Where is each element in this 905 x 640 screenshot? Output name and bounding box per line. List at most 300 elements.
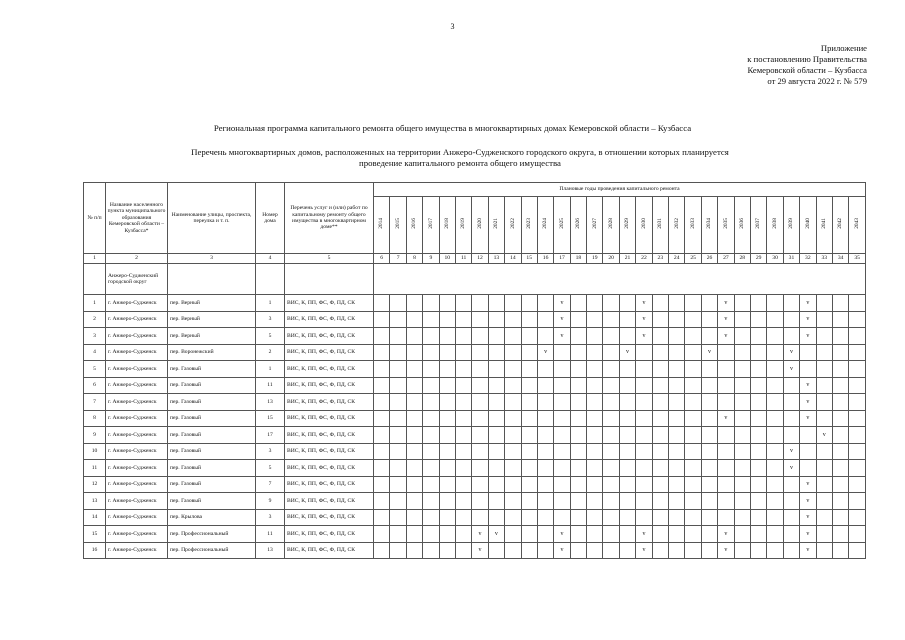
row-services: ВИС, К, ПП, ФС, Ф, ПД, СК xyxy=(285,295,374,312)
year-cell xyxy=(783,509,799,526)
year-cell: v xyxy=(800,377,816,394)
year-label: 2036 xyxy=(739,218,746,230)
year-cell xyxy=(505,344,521,361)
column-number: 29 xyxy=(750,254,766,264)
year-cell xyxy=(521,509,537,526)
year-header xyxy=(423,197,439,254)
year-cell xyxy=(537,460,553,477)
year-cell: v xyxy=(554,526,570,543)
year-cell: v xyxy=(554,311,570,328)
year-cell xyxy=(718,443,734,460)
year-cell xyxy=(587,311,603,328)
year-cell xyxy=(849,526,866,543)
year-cell xyxy=(587,328,603,345)
row-street: пер. Крылова xyxy=(168,509,256,526)
year-cell xyxy=(587,476,603,493)
year-cell xyxy=(685,361,701,378)
row-settlement: г. Анжеро-Судженск xyxy=(106,410,168,427)
column-number: 24 xyxy=(669,254,685,264)
year-cell xyxy=(619,295,635,312)
year-cell xyxy=(406,410,422,427)
year-cell xyxy=(619,493,635,510)
year-cell xyxy=(488,493,504,510)
year-cell xyxy=(849,427,866,444)
year-cell xyxy=(669,328,685,345)
year-cell xyxy=(750,361,766,378)
year-cell xyxy=(374,493,390,510)
year-cell xyxy=(390,410,406,427)
year-cell xyxy=(587,542,603,559)
year-cell xyxy=(750,509,766,526)
year-cell xyxy=(374,476,390,493)
row-street: пер. Верный xyxy=(168,328,256,345)
year-cell xyxy=(537,509,553,526)
column-number: 9 xyxy=(423,254,439,264)
year-cell xyxy=(669,509,685,526)
year-cell xyxy=(406,295,422,312)
year-cell xyxy=(455,361,471,378)
year-header xyxy=(832,197,848,254)
year-cell xyxy=(406,328,422,345)
year-cell: v xyxy=(800,394,816,411)
year-header xyxy=(521,197,537,254)
row-settlement: г. Анжеро-Судженск xyxy=(106,526,168,543)
year-header xyxy=(570,197,586,254)
year-cell xyxy=(587,460,603,477)
year-header xyxy=(652,197,668,254)
year-cell xyxy=(832,460,848,477)
year-cell xyxy=(439,295,455,312)
column-number: 28 xyxy=(734,254,750,264)
row-services: ВИС, К, ПП, ФС, Ф, ПД, СК xyxy=(285,311,374,328)
year-cell xyxy=(603,443,619,460)
year-cell xyxy=(587,410,603,427)
year-cell xyxy=(390,394,406,411)
year-cell: v xyxy=(783,460,799,477)
year-cell xyxy=(767,361,783,378)
year-cell xyxy=(390,443,406,460)
year-cell xyxy=(718,394,734,411)
year-cell xyxy=(750,377,766,394)
column-number: 20 xyxy=(603,254,619,264)
year-cell xyxy=(718,427,734,444)
year-header xyxy=(685,197,701,254)
year-cell xyxy=(767,295,783,312)
year-cell xyxy=(669,427,685,444)
year-cell xyxy=(767,476,783,493)
year-cell: v xyxy=(718,410,734,427)
year-cell xyxy=(505,377,521,394)
year-cell xyxy=(488,344,504,361)
row-house: 5 xyxy=(256,328,285,345)
year-cell xyxy=(849,443,866,460)
year-cell xyxy=(554,410,570,427)
year-cell xyxy=(374,443,390,460)
year-cell xyxy=(750,526,766,543)
year-cell xyxy=(636,460,652,477)
row-number: 1 xyxy=(84,295,106,312)
table-row xyxy=(84,526,866,543)
header-years-group: Плановые годы проведения капитального ремонта xyxy=(374,183,866,197)
year-header xyxy=(783,197,799,254)
column-number: 21 xyxy=(619,254,635,264)
year-cell xyxy=(406,493,422,510)
year-cell xyxy=(472,509,488,526)
year-header xyxy=(767,197,783,254)
year-cell xyxy=(783,311,799,328)
year-cell xyxy=(701,443,717,460)
year-cell xyxy=(816,509,832,526)
column-number: 10 xyxy=(439,254,455,264)
row-services: ВИС, К, ПП, ФС, Ф, ПД, СК xyxy=(285,361,374,378)
year-label: 2014 xyxy=(378,218,385,230)
year-cell xyxy=(669,526,685,543)
year-cell xyxy=(718,476,734,493)
column-number: 2 xyxy=(106,254,168,264)
table-row xyxy=(84,493,866,510)
year-cell xyxy=(849,328,866,345)
year-cell xyxy=(554,427,570,444)
year-label: 2041 xyxy=(821,218,828,230)
year-header xyxy=(701,197,717,254)
row-street: пер. Газовый xyxy=(168,394,256,411)
year-cell xyxy=(521,460,537,477)
row-number: 12 xyxy=(84,476,106,493)
row-settlement: г. Анжеро-Судженск xyxy=(106,361,168,378)
year-cell xyxy=(521,361,537,378)
year-label: 2026 xyxy=(575,218,582,230)
year-label: 2020 xyxy=(476,218,483,230)
year-cell xyxy=(587,443,603,460)
year-cell xyxy=(783,295,799,312)
year-cell xyxy=(832,295,848,312)
year-cell xyxy=(406,443,422,460)
year-cell xyxy=(423,361,439,378)
year-cell xyxy=(505,328,521,345)
year-cell xyxy=(701,509,717,526)
row-house: 9 xyxy=(256,493,285,510)
column-number: 12 xyxy=(472,254,488,264)
year-cell xyxy=(767,410,783,427)
document-subtitle: Перечень многоквартирных домов, расположенных на территории Анжеро-Судженского городского округа, в отношении которых планируется проведение капитального ремонта общего имущества xyxy=(191,147,729,168)
year-cell xyxy=(587,493,603,510)
year-cell xyxy=(767,542,783,559)
year-cell xyxy=(750,493,766,510)
year-cell: v xyxy=(488,526,504,543)
year-cell xyxy=(669,410,685,427)
year-label: 2037 xyxy=(755,218,762,230)
row-house: 3 xyxy=(256,311,285,328)
year-cell xyxy=(767,394,783,411)
year-cell xyxy=(521,410,537,427)
year-cell xyxy=(570,361,586,378)
column-number: 35 xyxy=(849,254,866,264)
year-cell xyxy=(816,361,832,378)
column-number: 23 xyxy=(652,254,668,264)
year-cell: v xyxy=(718,526,734,543)
column-number: 33 xyxy=(816,254,832,264)
year-cell xyxy=(800,344,816,361)
year-cell xyxy=(816,443,832,460)
year-cell xyxy=(718,344,734,361)
year-cell xyxy=(587,377,603,394)
year-cell xyxy=(505,427,521,444)
year-cell xyxy=(816,311,832,328)
year-cell xyxy=(439,344,455,361)
year-header xyxy=(505,197,521,254)
year-cell xyxy=(554,377,570,394)
year-cell xyxy=(505,361,521,378)
year-cell xyxy=(587,361,603,378)
year-cell xyxy=(652,410,668,427)
column-number: 32 xyxy=(800,254,816,264)
year-cell xyxy=(718,361,734,378)
year-cell xyxy=(619,542,635,559)
year-header xyxy=(472,197,488,254)
year-cell xyxy=(718,377,734,394)
year-cell xyxy=(537,328,553,345)
year-cell xyxy=(521,443,537,460)
year-label: 2042 xyxy=(837,218,844,230)
year-cell xyxy=(849,410,866,427)
year-cell xyxy=(750,295,766,312)
year-cell xyxy=(734,394,750,411)
year-cell xyxy=(390,427,406,444)
year-cell xyxy=(537,476,553,493)
year-cell: v xyxy=(472,526,488,543)
year-cell xyxy=(374,526,390,543)
year-cell xyxy=(521,377,537,394)
year-label: 2040 xyxy=(804,218,811,230)
year-cell xyxy=(439,460,455,477)
year-cell: v xyxy=(783,443,799,460)
year-cell xyxy=(570,377,586,394)
year-cell xyxy=(603,460,619,477)
table-row xyxy=(84,476,866,493)
row-house: 3 xyxy=(256,509,285,526)
header-street: Наименование улицы, проспекта, переулка и т. п. xyxy=(168,183,256,254)
year-cell: v xyxy=(800,493,816,510)
row-services: ВИС, К, ПП, ФС, Ф, ПД, СК xyxy=(285,394,374,411)
column-number: 1 xyxy=(84,254,106,264)
row-services: ВИС, К, ПП, ФС, Ф, ПД, СК xyxy=(285,542,374,559)
year-cell xyxy=(406,394,422,411)
year-cell xyxy=(472,493,488,510)
year-cell xyxy=(390,476,406,493)
column-number: 22 xyxy=(636,254,652,264)
year-cell xyxy=(701,542,717,559)
year-cell xyxy=(406,344,422,361)
row-services: ВИС, К, ПП, ФС, Ф, ПД, СК xyxy=(285,344,374,361)
year-cell xyxy=(570,295,586,312)
year-cell xyxy=(767,493,783,510)
year-cell xyxy=(554,344,570,361)
year-cell: v xyxy=(800,476,816,493)
year-cell xyxy=(603,427,619,444)
row-street: пер. Воронежский xyxy=(168,344,256,361)
year-cell xyxy=(472,328,488,345)
year-cell xyxy=(849,509,866,526)
row-street: пер. Газовый xyxy=(168,443,256,460)
year-cell xyxy=(669,344,685,361)
year-cell: v xyxy=(554,328,570,345)
year-header xyxy=(800,197,816,254)
year-cell xyxy=(554,443,570,460)
year-cell xyxy=(816,460,832,477)
row-services: ВИС, К, ПП, ФС, Ф, ПД, СК xyxy=(285,493,374,510)
year-cell xyxy=(455,476,471,493)
year-cell xyxy=(669,295,685,312)
year-header xyxy=(587,197,603,254)
year-label: 2029 xyxy=(624,218,631,230)
year-cell xyxy=(783,542,799,559)
year-cell xyxy=(472,427,488,444)
table-row xyxy=(84,328,866,345)
year-cell xyxy=(734,460,750,477)
year-header xyxy=(734,197,750,254)
year-cell xyxy=(669,443,685,460)
year-cell xyxy=(669,460,685,477)
year-cell xyxy=(767,509,783,526)
table-row xyxy=(84,295,866,312)
year-cell xyxy=(390,295,406,312)
year-label: 2021 xyxy=(493,218,500,230)
year-label: 2038 xyxy=(771,218,778,230)
year-cell xyxy=(390,493,406,510)
table-row xyxy=(84,377,866,394)
column-number: 3 xyxy=(168,254,256,264)
year-cell xyxy=(652,311,668,328)
year-cell xyxy=(570,460,586,477)
year-label: 2019 xyxy=(460,218,467,230)
row-street: пер. Газовый xyxy=(168,493,256,510)
table-row xyxy=(84,460,866,477)
year-cell xyxy=(537,410,553,427)
year-cell: v xyxy=(537,344,553,361)
year-cell xyxy=(423,377,439,394)
row-settlement: г. Анжеро-Судженск xyxy=(106,493,168,510)
year-cell xyxy=(570,410,586,427)
year-cell xyxy=(505,526,521,543)
year-cell xyxy=(390,542,406,559)
region-cell-empty xyxy=(374,264,866,295)
column-number: 7 xyxy=(390,254,406,264)
year-cell xyxy=(636,509,652,526)
year-cell xyxy=(374,361,390,378)
year-cell xyxy=(652,509,668,526)
year-cell: v xyxy=(800,542,816,559)
year-cell xyxy=(587,295,603,312)
year-cell xyxy=(570,311,586,328)
year-cell xyxy=(570,328,586,345)
year-header xyxy=(406,197,422,254)
row-street: пер. Газовый xyxy=(168,476,256,493)
year-header xyxy=(619,197,635,254)
year-cell xyxy=(685,443,701,460)
year-cell xyxy=(390,328,406,345)
year-cell xyxy=(669,493,685,510)
year-cell xyxy=(406,377,422,394)
year-cell xyxy=(849,542,866,559)
row-street: пер. Газовый xyxy=(168,410,256,427)
year-cell xyxy=(832,526,848,543)
year-cell xyxy=(603,476,619,493)
row-house: 15 xyxy=(256,410,285,427)
year-cell xyxy=(685,493,701,510)
row-settlement: г. Анжеро-Судженск xyxy=(106,427,168,444)
year-cell xyxy=(685,460,701,477)
year-cell xyxy=(423,542,439,559)
year-cell xyxy=(488,410,504,427)
row-settlement: г. Анжеро-Судженск xyxy=(106,394,168,411)
year-cell: v xyxy=(800,328,816,345)
year-cell xyxy=(439,542,455,559)
year-header xyxy=(390,197,406,254)
year-cell xyxy=(455,443,471,460)
year-cell: v xyxy=(800,509,816,526)
year-cell: v xyxy=(783,361,799,378)
row-street: пер. Профессиональный xyxy=(168,526,256,543)
year-cell xyxy=(488,476,504,493)
year-cell xyxy=(537,427,553,444)
year-label: 2043 xyxy=(853,218,860,230)
year-cell xyxy=(455,377,471,394)
year-cell xyxy=(439,427,455,444)
year-cell xyxy=(685,526,701,543)
year-header xyxy=(603,197,619,254)
row-settlement: г. Анжеро-Судженск xyxy=(106,476,168,493)
row-house: 13 xyxy=(256,542,285,559)
year-cell xyxy=(521,344,537,361)
year-cell xyxy=(439,443,455,460)
year-cell xyxy=(832,311,848,328)
year-label: 2016 xyxy=(411,218,418,230)
row-number: 3 xyxy=(84,328,106,345)
year-cell xyxy=(374,509,390,526)
year-cell xyxy=(734,344,750,361)
year-cell: v xyxy=(800,295,816,312)
year-cell: v xyxy=(636,311,652,328)
year-cell xyxy=(423,344,439,361)
appendix-line: Кемеровской области – Кузбасса xyxy=(747,65,867,75)
year-header xyxy=(750,197,766,254)
year-cell xyxy=(849,394,866,411)
year-cell xyxy=(603,394,619,411)
region-cell-empty xyxy=(285,264,374,295)
year-cell xyxy=(783,526,799,543)
year-cell xyxy=(455,295,471,312)
column-number: 11 xyxy=(455,254,471,264)
year-label: 2039 xyxy=(788,218,795,230)
year-cell xyxy=(423,410,439,427)
year-cell xyxy=(554,460,570,477)
year-cell xyxy=(619,361,635,378)
year-cell xyxy=(734,328,750,345)
year-cell xyxy=(537,311,553,328)
year-cell: v xyxy=(718,311,734,328)
year-cell xyxy=(718,460,734,477)
year-cell xyxy=(816,542,832,559)
year-header xyxy=(488,197,504,254)
column-number: 16 xyxy=(537,254,553,264)
row-number: 7 xyxy=(84,394,106,411)
column-number: 14 xyxy=(505,254,521,264)
year-cell xyxy=(636,394,652,411)
year-cell xyxy=(652,394,668,411)
year-cell: v xyxy=(718,542,734,559)
year-cell xyxy=(587,509,603,526)
year-cell xyxy=(816,295,832,312)
